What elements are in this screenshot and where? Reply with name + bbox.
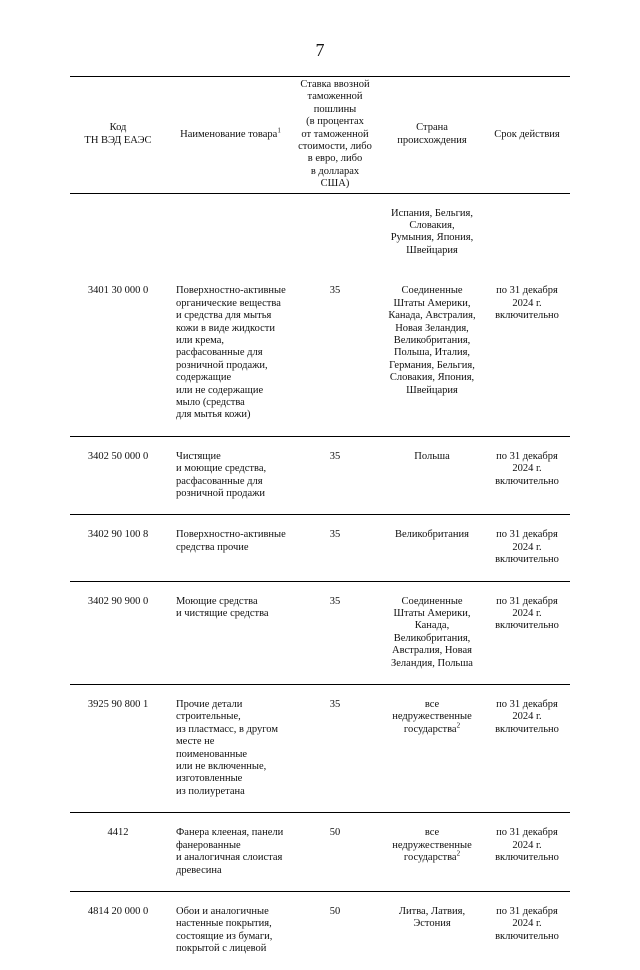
rate-cell: 35 xyxy=(290,685,380,813)
name-cell-line: содержащие xyxy=(176,372,232,384)
header-rate-line: США) xyxy=(320,178,350,190)
country-line: Словакия, xyxy=(409,220,455,232)
term-cell xyxy=(484,685,570,813)
name-cell-line: или не включенные, xyxy=(176,761,267,773)
country-cell xyxy=(380,436,484,515)
term-cell-line: включительно xyxy=(495,723,559,735)
country-cell-line: Канада, Австралия, xyxy=(388,310,476,322)
name-cell-line: и средства для мытья xyxy=(176,310,272,322)
country-cell-line: Польша xyxy=(414,450,450,462)
term-cell-line: по 31 декабря xyxy=(496,699,558,711)
name-cell-line: органические вещества xyxy=(176,297,281,309)
name-cell-line: расфасованные для xyxy=(176,475,263,487)
name-cell-line: и аналогичная слоистая xyxy=(176,852,283,864)
name-cell-line: строительные, xyxy=(176,711,241,723)
term-cell-line: по 31 декабря xyxy=(496,285,558,297)
code-cell: 3402 90 100 8 xyxy=(70,515,166,581)
header-rate-line: от таможенной xyxy=(301,128,369,140)
code-cell: 4412 xyxy=(70,813,166,892)
country-cell-line: Канада, xyxy=(414,620,450,632)
name-cell-line: розничной продажи, xyxy=(176,359,268,371)
name-cell-line: Моющие средства xyxy=(176,595,258,607)
country-cell-line: государства xyxy=(403,723,457,735)
header-term: Срок действия xyxy=(484,77,570,194)
term-cell-line: 2024 г. xyxy=(512,541,542,553)
table-row xyxy=(70,581,570,684)
header-rate-line: таможенной xyxy=(307,91,363,103)
name-cell-line: Поверхностно-активные xyxy=(176,529,286,541)
table-row xyxy=(70,436,570,515)
term-cell xyxy=(484,581,570,684)
term-cell xyxy=(484,436,570,515)
rate-cell: 35 xyxy=(329,285,341,297)
term-cell-line: 2024 г. xyxy=(512,711,542,723)
name-cell-line: и моющие средства, xyxy=(176,463,267,475)
rate-cell: 50 xyxy=(290,891,380,969)
table-row-continuation xyxy=(70,193,570,271)
term-cell-line: включительно xyxy=(495,475,559,487)
name-cell-line: изготовленные xyxy=(176,773,243,785)
name-cell-line: из пластмасс, в другом xyxy=(176,723,278,735)
name-cell-line: Фанера клееная, панели xyxy=(176,827,284,839)
name-cell-line: Обои и аналогичные xyxy=(176,905,269,917)
name-cell-line: Чистящие xyxy=(176,450,221,462)
country-cell-line: Польша, Италия, xyxy=(393,347,471,359)
name-cell xyxy=(166,891,290,969)
header-rate-line: в евро, либо xyxy=(307,153,363,165)
country-cell xyxy=(380,891,484,969)
name-cell xyxy=(166,685,290,813)
country-cell xyxy=(380,193,484,271)
name-cell-line: розничной продажи xyxy=(176,487,265,499)
header-rate xyxy=(290,77,380,194)
name-cell-line: покрытой с лицевой xyxy=(176,943,267,955)
term-cell-line: включительно xyxy=(495,620,559,632)
country-cell-line: Германия, Бельгия, xyxy=(389,359,475,371)
country-cell-line: недружественные xyxy=(392,711,472,723)
name-cell xyxy=(166,581,290,684)
term-cell-line: включительно xyxy=(495,930,559,942)
name-cell-line: мыло (средства xyxy=(176,396,245,408)
code-cell: 3402 50 000 0 xyxy=(70,436,166,515)
table-row xyxy=(70,515,570,581)
rate-cell: 35 xyxy=(290,515,380,581)
header-rate-line: Ставка ввозной xyxy=(300,79,370,90)
header-name-footnote: 1 xyxy=(277,126,281,135)
term-cell-line: по 31 декабря xyxy=(496,595,558,607)
rate-cell: 35 xyxy=(290,436,380,515)
country-cell xyxy=(380,813,484,892)
term-cell xyxy=(484,515,570,581)
country-cell-line: Австралия, Новая xyxy=(392,645,472,657)
country-line: Швейцария xyxy=(406,244,458,256)
name-cell xyxy=(166,436,290,515)
header-rate-line: стоимости, либо xyxy=(298,141,372,153)
country-cell-line: Соединенные xyxy=(401,285,463,297)
country-cell-line: Великобритания xyxy=(395,529,469,541)
term-cell-line: 2024 г. xyxy=(512,608,542,619)
term-cell-line: включительно xyxy=(495,310,559,322)
term-cell-line: по 31 декабря xyxy=(496,905,558,917)
country-cell-line: Великобритания, xyxy=(393,334,471,346)
name-cell xyxy=(166,515,290,581)
country-cell-line: Новая Зеландия, xyxy=(395,322,469,334)
name-cell-line: Прочие детали xyxy=(176,699,243,711)
header-code xyxy=(70,77,166,194)
country-footnote: 2 xyxy=(456,849,461,858)
name-cell xyxy=(166,813,290,892)
code-cell: 3402 90 900 0 xyxy=(70,581,166,684)
code-cell: 3401 30 000 0 xyxy=(87,285,149,297)
term-cell-line: по 31 декабря xyxy=(496,529,558,541)
country-cell-line: Великобритания, xyxy=(393,632,471,644)
name-cell-line: или крема, xyxy=(176,334,224,346)
header-rate-line: пошлины xyxy=(313,103,357,115)
name-cell-line: состоящие из бумаги, xyxy=(176,930,273,942)
header-rate-line: (в процентах xyxy=(306,116,364,128)
term-cell-line: по 31 декабря xyxy=(496,450,558,462)
name-cell-line: Поверхностно-активные xyxy=(176,285,286,297)
table-row xyxy=(70,891,570,969)
name-cell-line: кожи в виде жидкости xyxy=(176,322,276,334)
header-name-text: Наименование товара xyxy=(180,128,278,140)
table-row xyxy=(70,271,570,436)
term-cell-line: 2024 г. xyxy=(512,463,542,475)
header-country-line: Страна xyxy=(416,122,448,134)
table-body xyxy=(70,271,570,969)
name-cell-line: средства прочие xyxy=(176,541,249,553)
country-cell-line: Словакия, Япония, xyxy=(389,372,475,384)
country-cell-line: Литва, Латвия, xyxy=(398,905,466,917)
country-cell xyxy=(380,271,484,436)
header-rate-line: в долларах xyxy=(310,165,360,177)
country-cell xyxy=(380,515,484,581)
name-cell-line: или не содержащие xyxy=(176,384,264,396)
header-name xyxy=(166,77,290,194)
code-cell: 3925 90 800 1 xyxy=(70,685,166,813)
name-cell-line: настенные покрытия, xyxy=(176,918,272,930)
name-cell xyxy=(166,271,290,436)
country-cell-line: все xyxy=(424,827,440,839)
name-cell-line: расфасованные для xyxy=(176,347,263,359)
term-cell-line: включительно xyxy=(495,852,559,864)
country-cell-line: Эстония xyxy=(413,918,451,930)
term-cell-line: по 31 декабря xyxy=(496,827,558,839)
term-cell xyxy=(484,271,570,436)
country-line: Румыния, Япония, xyxy=(390,232,474,244)
country-cell-line: недружественные xyxy=(392,839,472,851)
country-line: Испания, Бельгия, xyxy=(391,207,473,219)
rate-cell: 50 xyxy=(290,813,380,892)
country-cell-line: государства xyxy=(403,852,457,864)
country-cell xyxy=(380,685,484,813)
code-cell: 4814 20 000 0 xyxy=(70,891,166,969)
table-header-row xyxy=(70,77,570,194)
term-cell-line: 2024 г. xyxy=(512,839,542,851)
country-footnote: 2 xyxy=(456,721,461,730)
rate-cell: 35 xyxy=(290,581,380,684)
header-code-line: ТН ВЭД ЕАЭС xyxy=(84,134,152,146)
country-cell-line: Штаты Америки, xyxy=(393,608,471,619)
table-row xyxy=(70,685,570,813)
country-cell-line: Швейцария xyxy=(406,384,458,396)
term-cell-line: 2024 г. xyxy=(512,918,542,930)
country-cell-line: все xyxy=(424,699,440,711)
term-cell xyxy=(484,813,570,892)
header-country xyxy=(380,77,484,194)
name-cell-line: из полиуретана xyxy=(176,785,245,797)
name-cell-line: древесина xyxy=(176,864,222,876)
header-country-line: происхождения xyxy=(397,134,467,146)
country-cell-line: Штаты Америки, xyxy=(393,297,471,309)
header-code-line: Код xyxy=(109,122,127,134)
name-cell-line: фанерованные xyxy=(176,839,241,851)
page-number: 7 xyxy=(315,40,325,60)
name-cell-line: для мытья кожи) xyxy=(176,409,251,421)
country-cell-line: Соединенные xyxy=(401,595,463,607)
country-cell-line: Зеландия, Польша xyxy=(391,657,473,669)
tariff-table xyxy=(70,76,570,970)
table-row xyxy=(70,813,570,892)
name-cell-line: и чистящие средства xyxy=(176,608,269,619)
term-cell-line: включительно xyxy=(495,554,559,566)
term-cell-line: 2024 г. xyxy=(512,297,542,309)
country-cell xyxy=(380,581,484,684)
name-cell-line: месте не поименованные xyxy=(176,736,248,760)
term-cell xyxy=(484,891,570,969)
